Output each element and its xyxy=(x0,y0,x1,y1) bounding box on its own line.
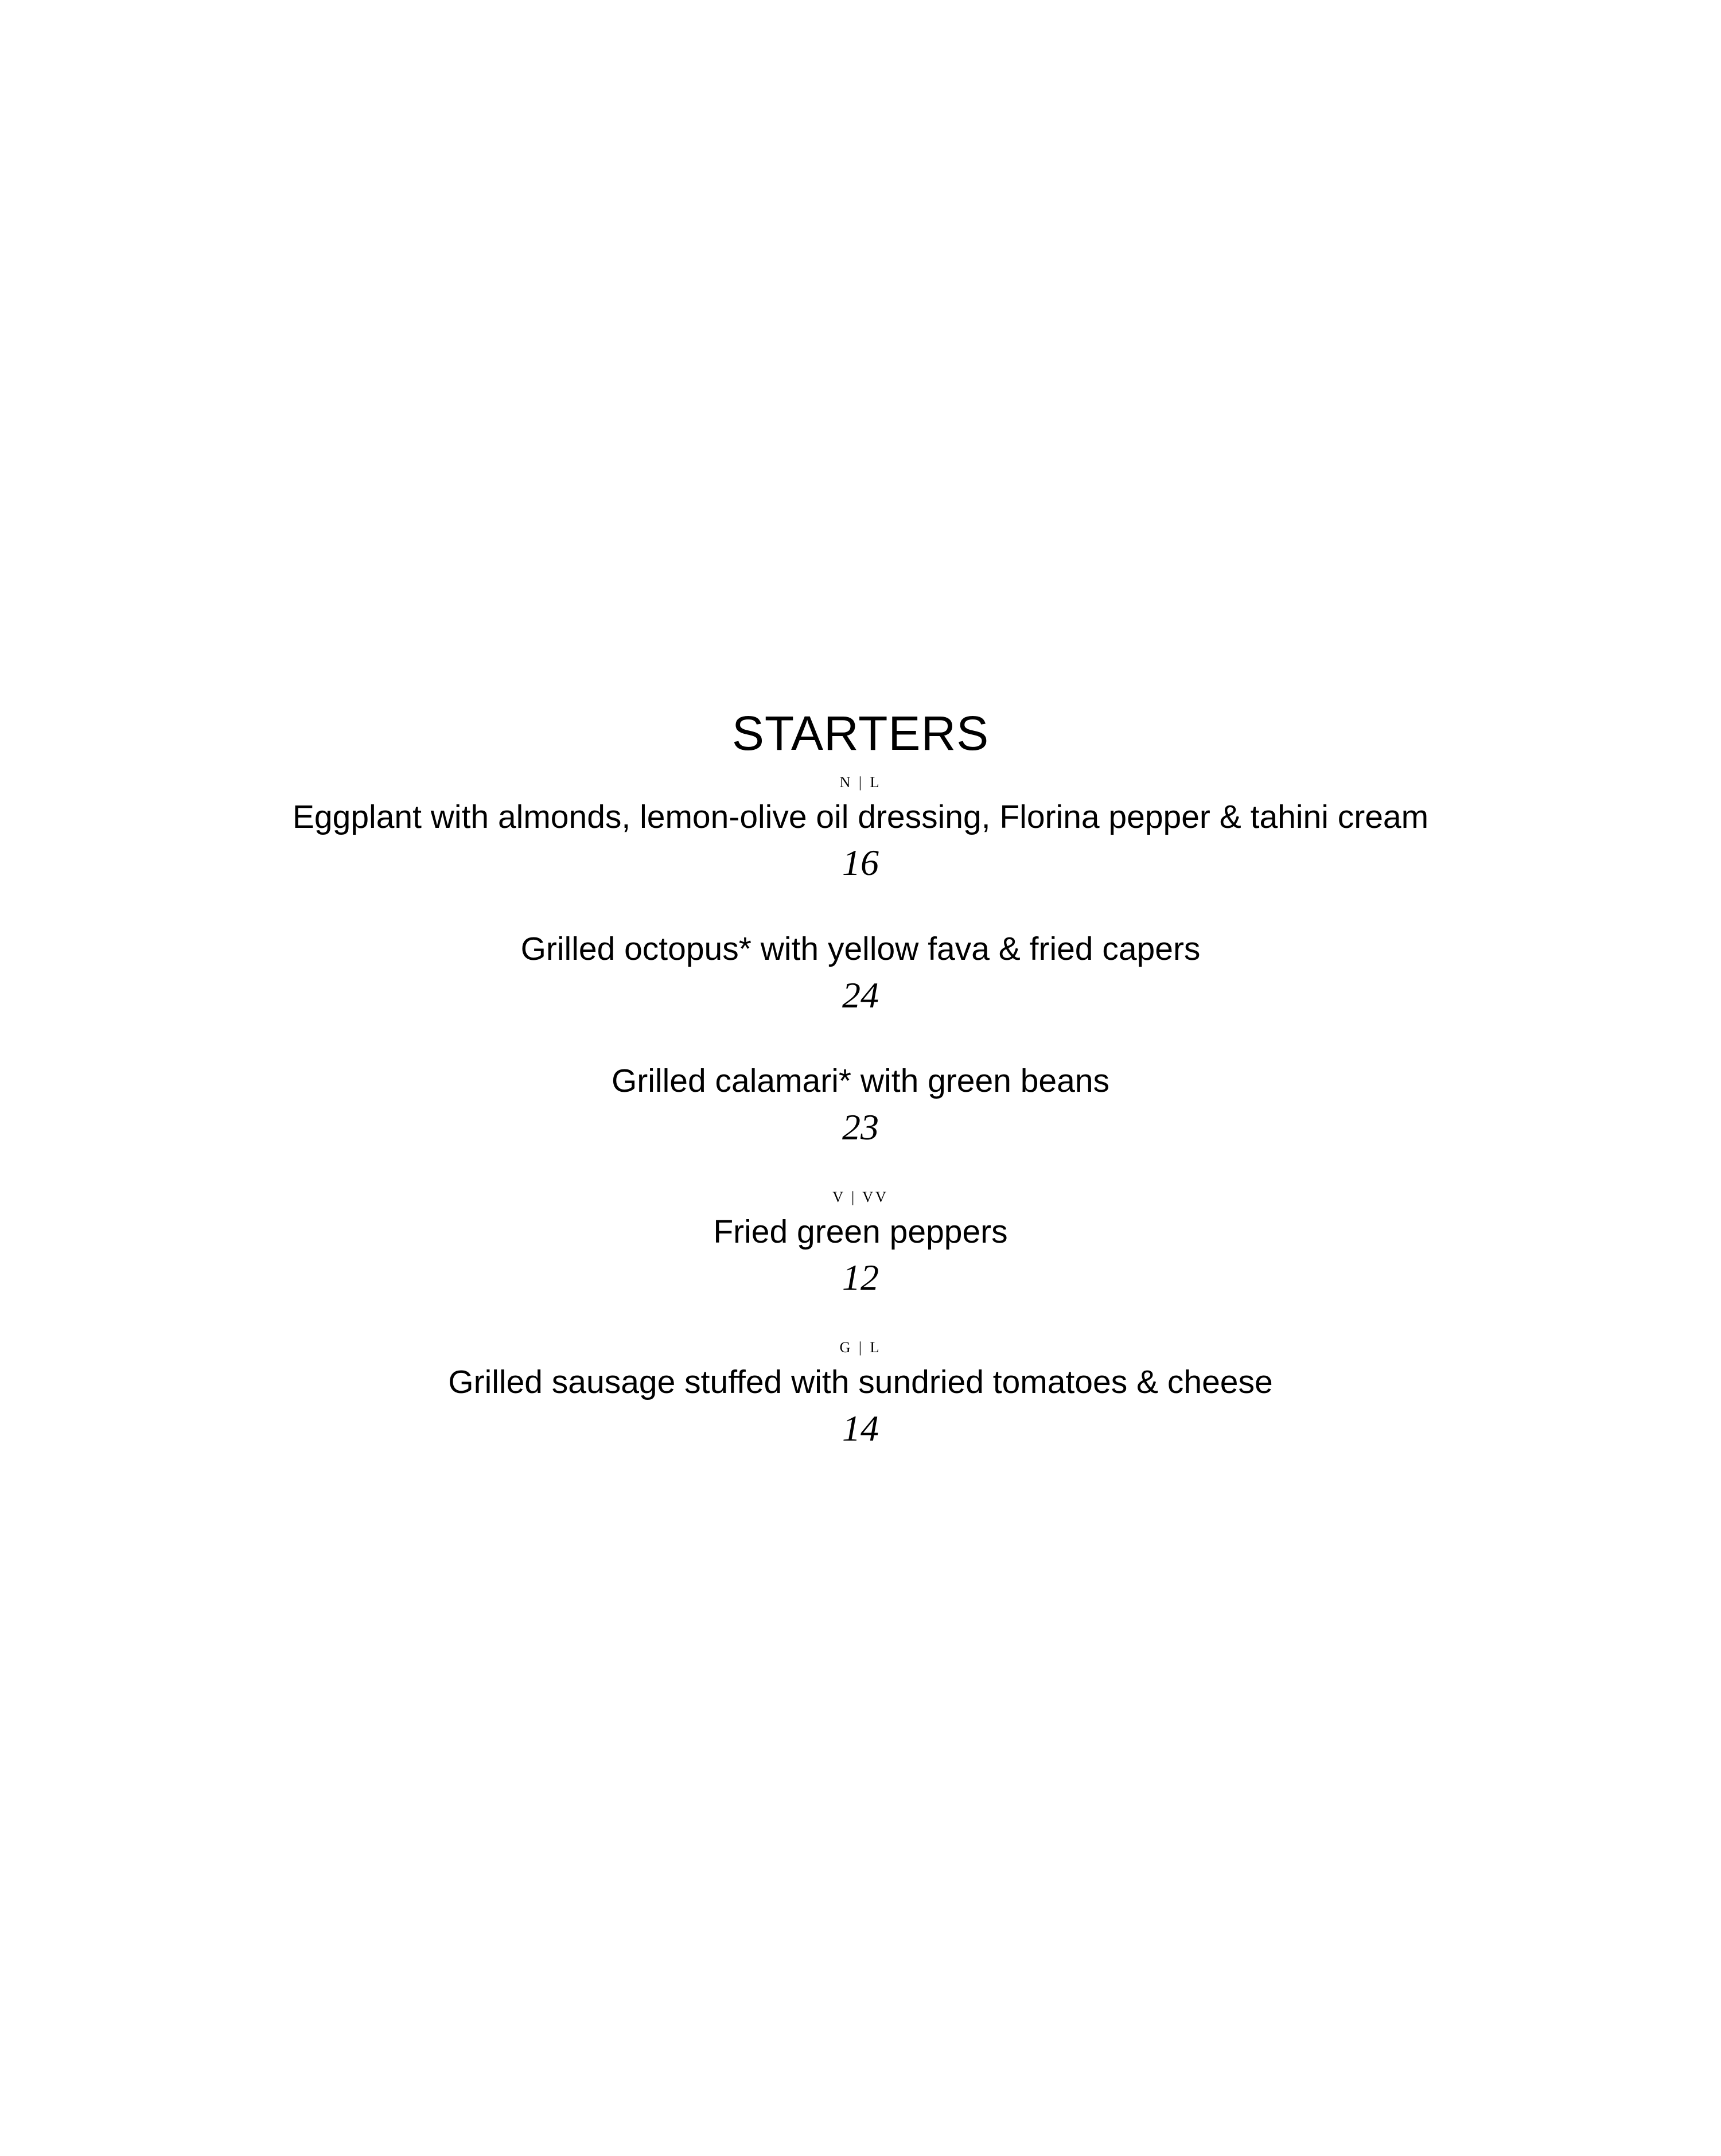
dish-name: Fried green peppers xyxy=(713,1213,1008,1250)
dish-name: Grilled octopus* with yellow fava & fried capers xyxy=(520,931,1201,967)
dish-price: 14 xyxy=(842,1408,879,1449)
dish-name: Grilled sausage stuffed with sundried tomatoes & cheese xyxy=(448,1364,1273,1400)
dietary-tags: N | L xyxy=(839,774,882,791)
dish-price: 12 xyxy=(842,1257,879,1298)
dish-price: 24 xyxy=(842,975,879,1015)
dish-price: 16 xyxy=(842,842,879,883)
dish-name: Eggplant with almonds, lemon-olive oil dressing, Florina pepper & tahini cream xyxy=(292,799,1429,835)
dietary-tags: G | L xyxy=(839,1339,882,1356)
dish-name: Grilled calamari* with green beans xyxy=(611,1063,1110,1099)
dish-price: 23 xyxy=(842,1107,879,1147)
dietary-tags: V | VV xyxy=(832,1189,889,1205)
section-title: STARTERS xyxy=(731,706,990,760)
